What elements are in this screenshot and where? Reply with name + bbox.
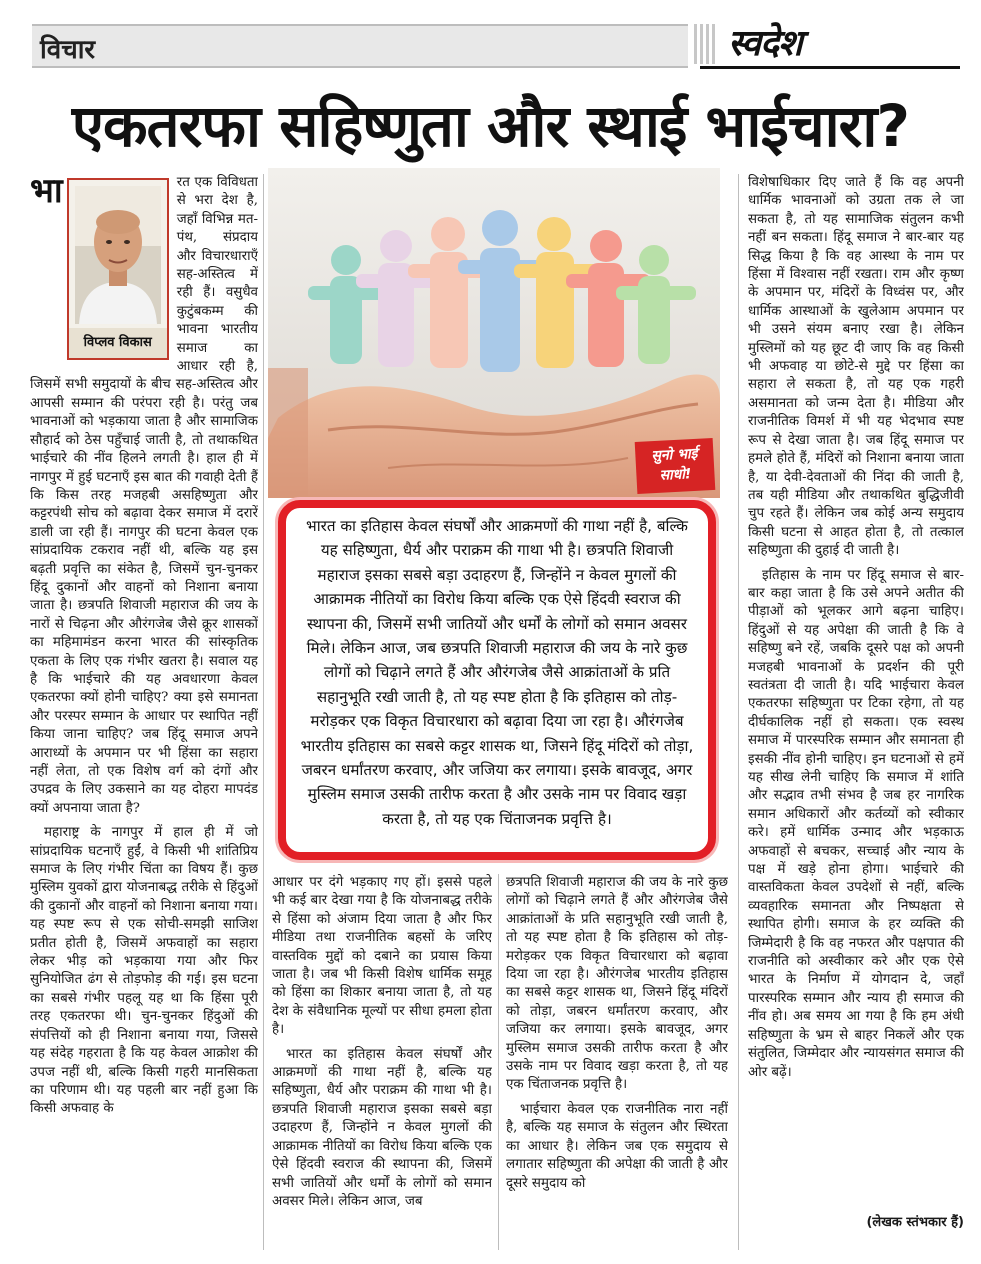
article-column-1 xyxy=(30,174,258,1250)
column-rule xyxy=(738,174,739,1250)
paragraph: इतिहास के नाम पर हिंदू समाज से बार-बार कहा जाता है कि उसे अपने अतीत की पीड़ाओं को भूलकर आगे बढ़ना चाहिए। हिंदुओं से यह अपेक्षा की जाती है कि वे सहिष्णु बने रहें, जबकि दूसरे पक्ष को अपनी मजहबी भावनाओं के प्रदर्शन की पूरी स्वतंत्रता दी जाती है। यदि भाईचारा केवल एकतरफा सहिष्णुता पर टिका रहेगा, तो यह दीर्घकालिक नहीं हो सकता। एक स्वस्थ समाज में पारस्परिक सम्मान और समानता ही इसकी नींव होनी चाहिए। इन घटनाओं से हमें यह सीख लेनी चाहिए कि समाज में शांति और सद्भाव तभी संभव है जब हर नागरिक समान अधिकारों और कर्तव्यों को स्वीकार करे। हमें धार्मिक उन्माद और भड़काऊ अफवाहों से बचकर, सच्चाई और न्याय के पक्ष में खड़े होना होगा। भाईचारे की वास्तविकता केवल उपदेशों से नहीं, बल्कि व्यवहारिक समानता और निष्पक्षता से स्थापित होगी। समाज के हर व्यक्ति की जिम्मेदारी है कि वह नफरत और पक्षपात की राजनीति को अस्वीकार करे और एक ऐसे भारत के निर्माण में योगदान दे, जहाँ पारस्परिक सम्मान और न्याय ही समाज की नींव हो। अब समय आ गया है कि हम अंधी सहिष्णुता के भ्रम से बाहर निकलें और एक संतुलित, जिम्मेदार और न्यायसंगत समाज की ओर बढ़ें। xyxy=(748,567,964,1080)
author-box xyxy=(67,178,169,360)
headline: एकतरफा सहिष्णुता और स्थाई भाईचारा? xyxy=(71,92,910,160)
slogan-line-1: सुनो भाई xyxy=(650,445,698,465)
article-column-4 xyxy=(748,174,964,1210)
paragraph: विशेषाधिकार दिए जाते हैं कि वह अपनी धार्मिक भावनाओं को उग्रता तक ले जा सकता है, तो यह सामाजिक संतुलन कभी नहीं बन सकता। हिंदू समाज ने बार-बार यह सिद्ध किया है कि वह आस्था के नाम पर हिंसा में विश्वास नहीं रखता। राम और कृष्ण के अपमान पर, मंदिरों के विध्वंस पर, और धार्मिक आस्थाओं के खुलेआम अपमान पर भी उसने संयम बनाए रखा है। लेकिन मुस्लिमों को यह छूट दी जाए कि वह किसी भी अफवाह या छोटे-से मुद्दे पर हिंसा का सहारा ले सकता है, तो यह एक गहरी असमानता को जन्म देता है। मीडिया और राजनीतिक विमर्श में भी यह भेदभाव स्पष्ट रूप से देखा जाता है। जब हिंदू समाज पर हमले होते हैं, मंदिरों को निशाना बनाया जाता है, या देवी-देवताओं की निंदा की जाती है, तब यही मीडिया और तथाकथित बुद्धिजीवी चुप रहते हैं। लेकिन जब कोई अन्य समुदाय किसी घटना से आहत होता है, तो तत्काल सहिष्णुता की दुहाई दी जाती है। xyxy=(748,175,964,559)
author-name: विप्लव विकास xyxy=(69,328,167,358)
paragraph: छत्रपति शिवाजी महाराज की जय के नारे कुछ लोगों को चिढ़ाने लगते हैं और औरंगजेब जैसे आक्रांताओं के प्रति सहानुभूति रखी जाती है, तो यह स्पष्ट होता है कि इतिहास को तोड़-मरोड़कर एक विकृत विचारधारा को बढ़ावा दिया जा रहा है। औरंगजेब भारतीय इतिहास का सबसे कट्टर शासक था, जिसने हिंदू मंदिरों को तोड़ा, जबरन धर्मांतरण करवाए, और जजिया कर लगाया। इसके बावजूद, अगर मुस्लिम समाज उसकी तारीफ करता है और उसके नाम पर विवाद खड़ा करता है, तो यह एक चिंताजनक प्रवृत्ति है। xyxy=(506,875,728,1093)
paragraph: महाराष्ट्र के नागपुर में हाल ही में जो सांप्रदायिक घटनाएँ हुईं, वे किसी भी शांतिप्रिय समाज के लिए गंभीर चिंता का विषय हैं। कुछ मुस्लिम युवकों द्वारा योजनाबद्ध तरीके से हिंदुओं की दुकानों और वाहनों को निशाना बनाया गया। यह स्पष्ट रूप से एक सोची-समझी साजिश प्रतीत होती है, जिसमें अफवाहों का सहारा लेकर भीड़ को भड़काया गया और फिर सुनियोजित ढंग से तोड़फोड़ की गई। इस घटना का सबसे गंभीर पहलू यह था कि हिंसा पूरी तरह एकतरफा थी। चुन-चुनकर हिंदुओं की संपत्तियों को ही निशाना बनाया गया, जिससे यह संदेह गहराता है कि यह केवल आक्रोश की उपज नहीं थी, बल्कि किसी गहरी मानसिकता का परिणाम थी। यह पहली बार नहीं हुआ कि किसी अफवाह के xyxy=(30,825,258,1117)
pull-quote-text: भारत का इतिहास केवल संघर्षों और आक्रमणों की गाथा नहीं है, बल्कि यह सहिष्णुता, धैर्य और पराक्रम की गाथा भी है। छत्रपति शिवाजी महाराज इसका सबसे बड़ा उदाहरण हैं, जिन्होंने न केवल मुगलों की आक्रामक नीतियों का विरोध किया बल्कि एक ऐसे हिंदवी स्वराज की स्थापना की, जिसमें सभी जातियों और धर्मों के लोगों को समान अवसर मिले। लेकिन आज, जब छत्रपति शिवाजी महाराज की जय के नारे कुछ लोगों को चिढ़ाने लगते हैं और औरंगजेब जैसे आक्रांताओं के प्रति सहानुभूति रखी जाती है, तो यह स्पष्ट होता है कि इतिहास को तोड़-मरोड़कर एक विकृत विचारधारा को बढ़ावा दिया जा रहा है। औरंगजेब भारतीय इतिहास का सबसे कट्टर शासक था, जिसने हिंदू मंदिरों को तोड़ा, जबरन धर्मांतरण करवाए, और जजिया कर लगाया। इसके बावजूद, अगर मुस्लिम समाज उसकी तारीफ करता है और उसके नाम पर विवाद खड़ा करता है, तो यह एक चिंताजनक प्रवृत्ति है। xyxy=(300,517,694,828)
paragraph: आधार पर दंगे भड़काए गए हों। इससे पहले भी कई बार देखा गया है कि योजनाबद्ध तरीके से हिंसा को अंजाम दिया जाता है और फिर मीडिया तथा राजनीतिक बहसों के जरिए वास्तविक मुद्दों को दबाने का प्रयास किया जाता है। जब भी किसी विशेष धार्मिक समूह को हिंसा का शिकार बनाया जाता है, तो यह देश के संवैधानिक मूल्यों पर सीधा हमला होता है। xyxy=(272,875,492,1038)
article-column-2 xyxy=(272,874,492,1250)
column-slogan-badge xyxy=(635,438,716,494)
paragraph: भाईचारा केवल एक राजनीतिक नारा नहीं है, बल्कि यह समाज के संतुलन और स्थिरता का आधार है। लेकिन जब एक समुदाय से लगातार सहिष्णुता की अपेक्षा की जाती है और दूसरे समुदाय को xyxy=(506,1101,728,1191)
section-label: विचार xyxy=(40,35,96,65)
column-rule xyxy=(498,874,499,1250)
masthead-underline xyxy=(700,66,960,69)
dropcap: भा xyxy=(30,174,63,211)
paragraph: भारत का इतिहास केवल संघर्षों और आक्रमणों की गाथा नहीं है, बल्कि यह सहिष्णुता, धैर्य और पराक्रम की गाथा भी है। छत्रपति शिवाजी महाराज इसका सबसे बड़ा उदाहरण हैं, जिन्होंने न केवल मुगलों की आक्रामक नीतियों का विरोध किया बल्कि एक ऐसे हिंदवी स्वराज की स्थापना की, जिसमें सभी जातियों और धर्मों के लोगों को समान अवसर मिले। लेकिन आज, जब xyxy=(272,1046,492,1209)
slogan-line-2: साधो! xyxy=(659,466,692,484)
header-divider xyxy=(694,24,718,64)
lead-paragraph xyxy=(30,174,258,818)
section-tag xyxy=(32,24,688,68)
author-photo xyxy=(75,186,161,324)
lead-text: रत एक विविधता से भरा देश है, जहाँ विभिन्न मत-पंथ, संप्रदाय और विचारधाराएँ सह-अस्तित्व में रही हैं। वसुधैव कुटुंबकम्म की भावना भारतीय समाज का आधार रही है, जिसमें सभी समुदायों के बीच सह-अस्तित्व और आपसी सम्मान की परंपरा रही है। परंतु जब भावनाओं को भड़काया जाता है और सामाजिक सौहार्द को ठेस पहुँचाई जाती है, तो तथाकथित भाईचारे की नींव हिलने लगती है। हाल ही में नागपुर में हुई घटनाएँ इस बात की गवाही देती हैं कि किस तरह मजहबी असहिष्णुता और कट्टरपंथी सोच को बढ़ावा देकर समाज में दरारें डाली जा रही हैं। नागपुर की घटना केवल एक सांप्रदायिक टकराव नहीं थी, बल्कि यह इस बढ़ती प्रवृत्ति का संकेत है, जिसमें चुन-चुनकर हिंदू दुकानों और वाहनों को निशाना बनाया जाता है। छत्रपति शिवाजी महाराज की जय के नारों से चिढ़ना और औरंगजेब जैसे क्रूर शासकों का महिमामंडन करना भारत की सांस्कृतिक एकता के लिए एक गंभीर खतरा है। सवाल यह है कि भाईचारे की यह अवधारणा केवल एकतरफा क्यों होनी चाहिए? क्या इसे समानता और परस्पर सम्मान के आधार पर स्थापित नहीं किया जाना चाहिए? जब हिंदू समाज अपने आराध्यों के अपमान पर भी हिंसा का सहारा नहीं लेता, तो एक विशेष वर्ग को दंगों और उपद्रव के लिए उकसाने का यह दोहरा मापदंड क्यों अपनाया जाता है? xyxy=(30,175,258,816)
article-column-3 xyxy=(506,874,728,1250)
pull-quote-box xyxy=(278,500,716,860)
masthead-logo: स्वदेश xyxy=(728,23,802,64)
column-rule xyxy=(263,174,264,1250)
author-signoff: (लेखक स्तंभकार हैं) xyxy=(866,1215,964,1230)
